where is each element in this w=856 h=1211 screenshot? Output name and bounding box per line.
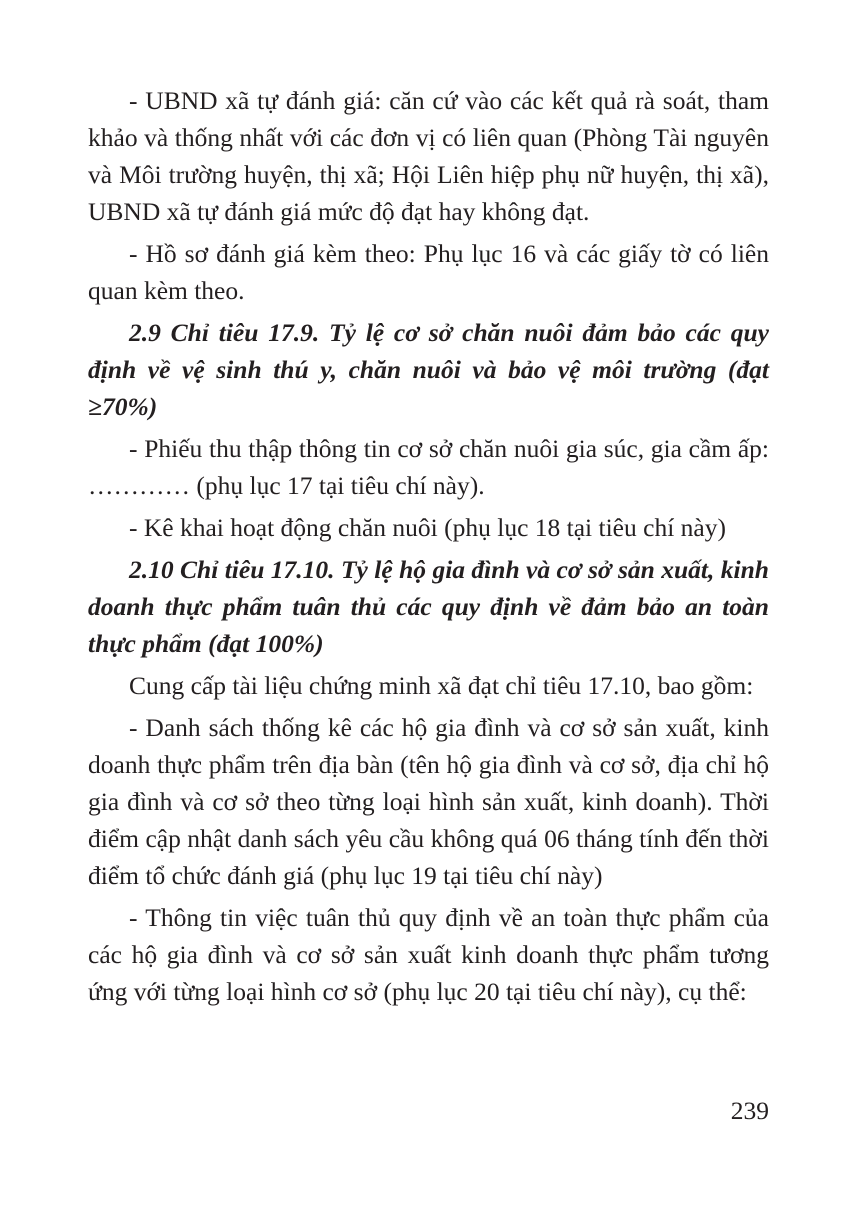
- paragraph-livestock-info-form: - Phiếu thu thập thông tin cơ sở chăn nuôi gia súc, gia cầm ấp: ………… (phụ lục 17 tại tiêu chí này).: [88, 434, 769, 500]
- paragraph-food-safety-compliance: - Thông tin việc tuân thủ quy định về an toàn thực phẩm của các hộ gia đình và cơ sở sản xuất kinh doanh thực phẩm tương ứng với từng loại hình cơ sở (phụ lục 20 tại tiêu chí này), cụ thể:: [88, 903, 769, 1006]
- page-number: 239: [730, 1096, 769, 1125]
- heading-indicator-17-10: 2.10 Chỉ tiêu 17.10. Tỷ lệ hộ gia đình và cơ sở sản xuất, kinh doanh thực phẩm tuân thủ các quy định về đảm bảo an toàn thực phẩm (đạt 100%): [88, 555, 769, 658]
- paragraph-statistics-list: - Danh sách thống kê các hộ gia đình và cơ sở sản xuất, kinh doanh thực phẩm trên địa bàn (tên hộ gia đình và cơ sở, địa chỉ hộ gia đình và cơ sở theo từng loại hình sản xuất, kinh doanh). Thời điểm cập nhật danh sách yêu cầu không quá 06 tháng tính đến thời điểm tổ chức đánh giá (phụ lục 19 tại tiêu chí này): [88, 713, 769, 890]
- paragraph-assessment-dossier: - Hồ sơ đánh giá kèm theo: Phụ lục 16 và các giấy tờ có liên quan kèm theo.: [88, 239, 769, 305]
- heading-indicator-17-9: 2.9 Chỉ tiêu 17.9. Tỷ lệ cơ sở chăn nuôi đảm bảo các quy định về vệ sinh thú y, chăn nuôi và bảo vệ môi trường (đạt ≥70%): [88, 318, 769, 421]
- paragraph-provide-documents: Cung cấp tài liệu chứng minh xã đạt chỉ tiêu 17.10, bao gồm:: [129, 671, 754, 700]
- document-page: [88, 82, 769, 1015]
- paragraph-livestock-declaration: - Kê khai hoạt động chăn nuôi (phụ lục 18 tại tiêu chí này): [129, 513, 726, 542]
- paragraph-self-assessment: - UBND xã tự đánh giá: căn cứ vào các kết quả rà soát, tham khảo và thống nhất với các đơn vị có liên quan (Phòng Tài nguyên và Môi trường huyện, thị xã; Hội Liên hiệp phụ nữ huyện, thị xã), UBND xã tự đánh giá mức độ đạt hay không đạt.: [88, 86, 769, 226]
